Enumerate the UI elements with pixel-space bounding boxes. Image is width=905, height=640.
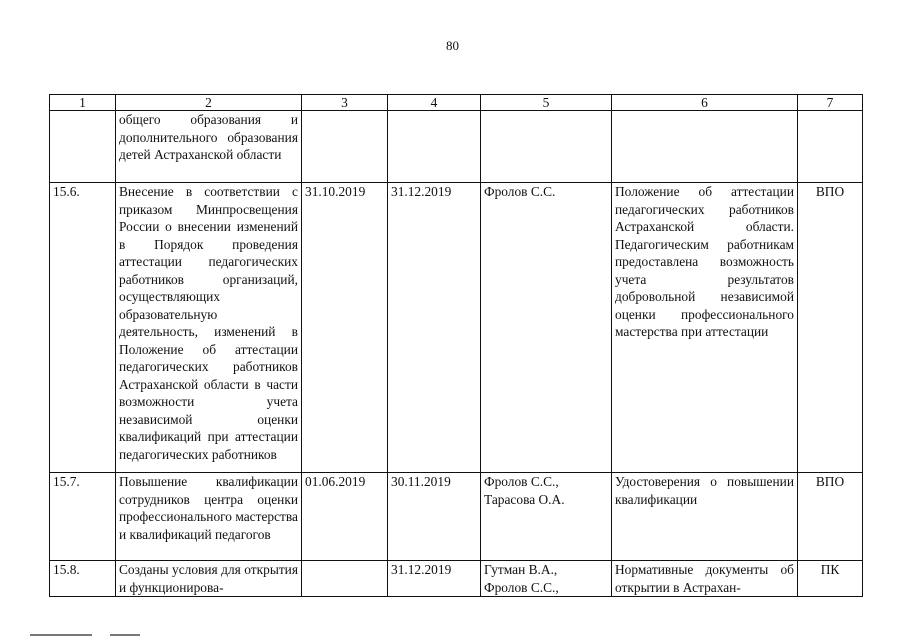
responsible-persons — [481, 473, 612, 561]
responsible-persons — [481, 111, 612, 183]
result-description: Положение об аттестации педагогических работников Астраханской области. Педагогическим работникам предоставлена возможность учета результатов добровольной независимой оценки профессионального мастерства при аттестации — [612, 183, 798, 473]
result-type: ВПО — [798, 473, 863, 561]
responsible-person: Тарасова О.А. — [484, 491, 565, 507]
start-date: 31.10.2019 — [302, 183, 388, 473]
responsible-person: Фролов С.С., — [484, 474, 559, 489]
item-number — [50, 111, 116, 183]
start-date — [302, 561, 388, 597]
table-row — [50, 473, 863, 561]
end-date: 31.12.2019 — [388, 183, 481, 473]
table-row — [50, 183, 863, 473]
column-header: 5 — [481, 95, 612, 111]
table-row — [50, 561, 863, 597]
item-number: 15.7. — [50, 473, 116, 561]
responsible-persons — [481, 183, 612, 473]
table-row — [50, 111, 863, 183]
result-description: Удостоверения о повышении квалификации — [612, 473, 798, 561]
result-type: ПК — [798, 561, 863, 597]
header-row — [50, 95, 863, 111]
end-date: 30.11.2019 — [388, 473, 481, 561]
responsible-persons — [481, 561, 612, 597]
end-date: 31.12.2019 — [388, 561, 481, 597]
responsible-person: Фролов С.С. — [484, 184, 556, 199]
column-header: 3 — [302, 95, 388, 111]
plan-table — [49, 94, 863, 597]
start-date: 01.06.2019 — [302, 473, 388, 561]
column-header: 1 — [50, 95, 116, 111]
scan-artifact — [30, 634, 92, 636]
responsible-person: Фролов С.С., — [484, 579, 559, 595]
scan-artifact — [110, 634, 140, 636]
event-description: общего образования и дополнительного образования детей Астраханской области — [116, 111, 302, 183]
result-type — [798, 111, 863, 183]
event-description: Внесение в соответствии с приказом Минпросвещения России о внесении изменений в Порядок проведения аттестации педагогических работников организаций, осуществляющих образовательную деятельность, изменений в Положение об аттестации педагогических работников Астраханской области в части возможности учета независимой оценки квалификаций при аттестации педагогических работников — [116, 183, 302, 473]
event-description: Повышение квалификации сотрудников центра оценки профессионального мастерства и квалификаций педагогов — [116, 473, 302, 561]
column-header: 2 — [116, 95, 302, 111]
column-header: 4 — [388, 95, 481, 111]
responsible-person: Гутман В.А., — [484, 562, 558, 577]
end-date — [388, 111, 481, 183]
item-number: 15.6. — [50, 183, 116, 473]
column-header: 6 — [612, 95, 798, 111]
result-description: Нормативные документы об открытии в Астрахан- — [612, 561, 798, 597]
column-header: 7 — [798, 95, 863, 111]
result-type: ВПО — [798, 183, 863, 473]
item-number: 15.8. — [50, 561, 116, 597]
result-description — [612, 111, 798, 183]
page-number: 80 — [446, 38, 459, 53]
start-date — [302, 111, 388, 183]
event-description: Созданы условия для открытия и функционирова- — [116, 561, 302, 597]
